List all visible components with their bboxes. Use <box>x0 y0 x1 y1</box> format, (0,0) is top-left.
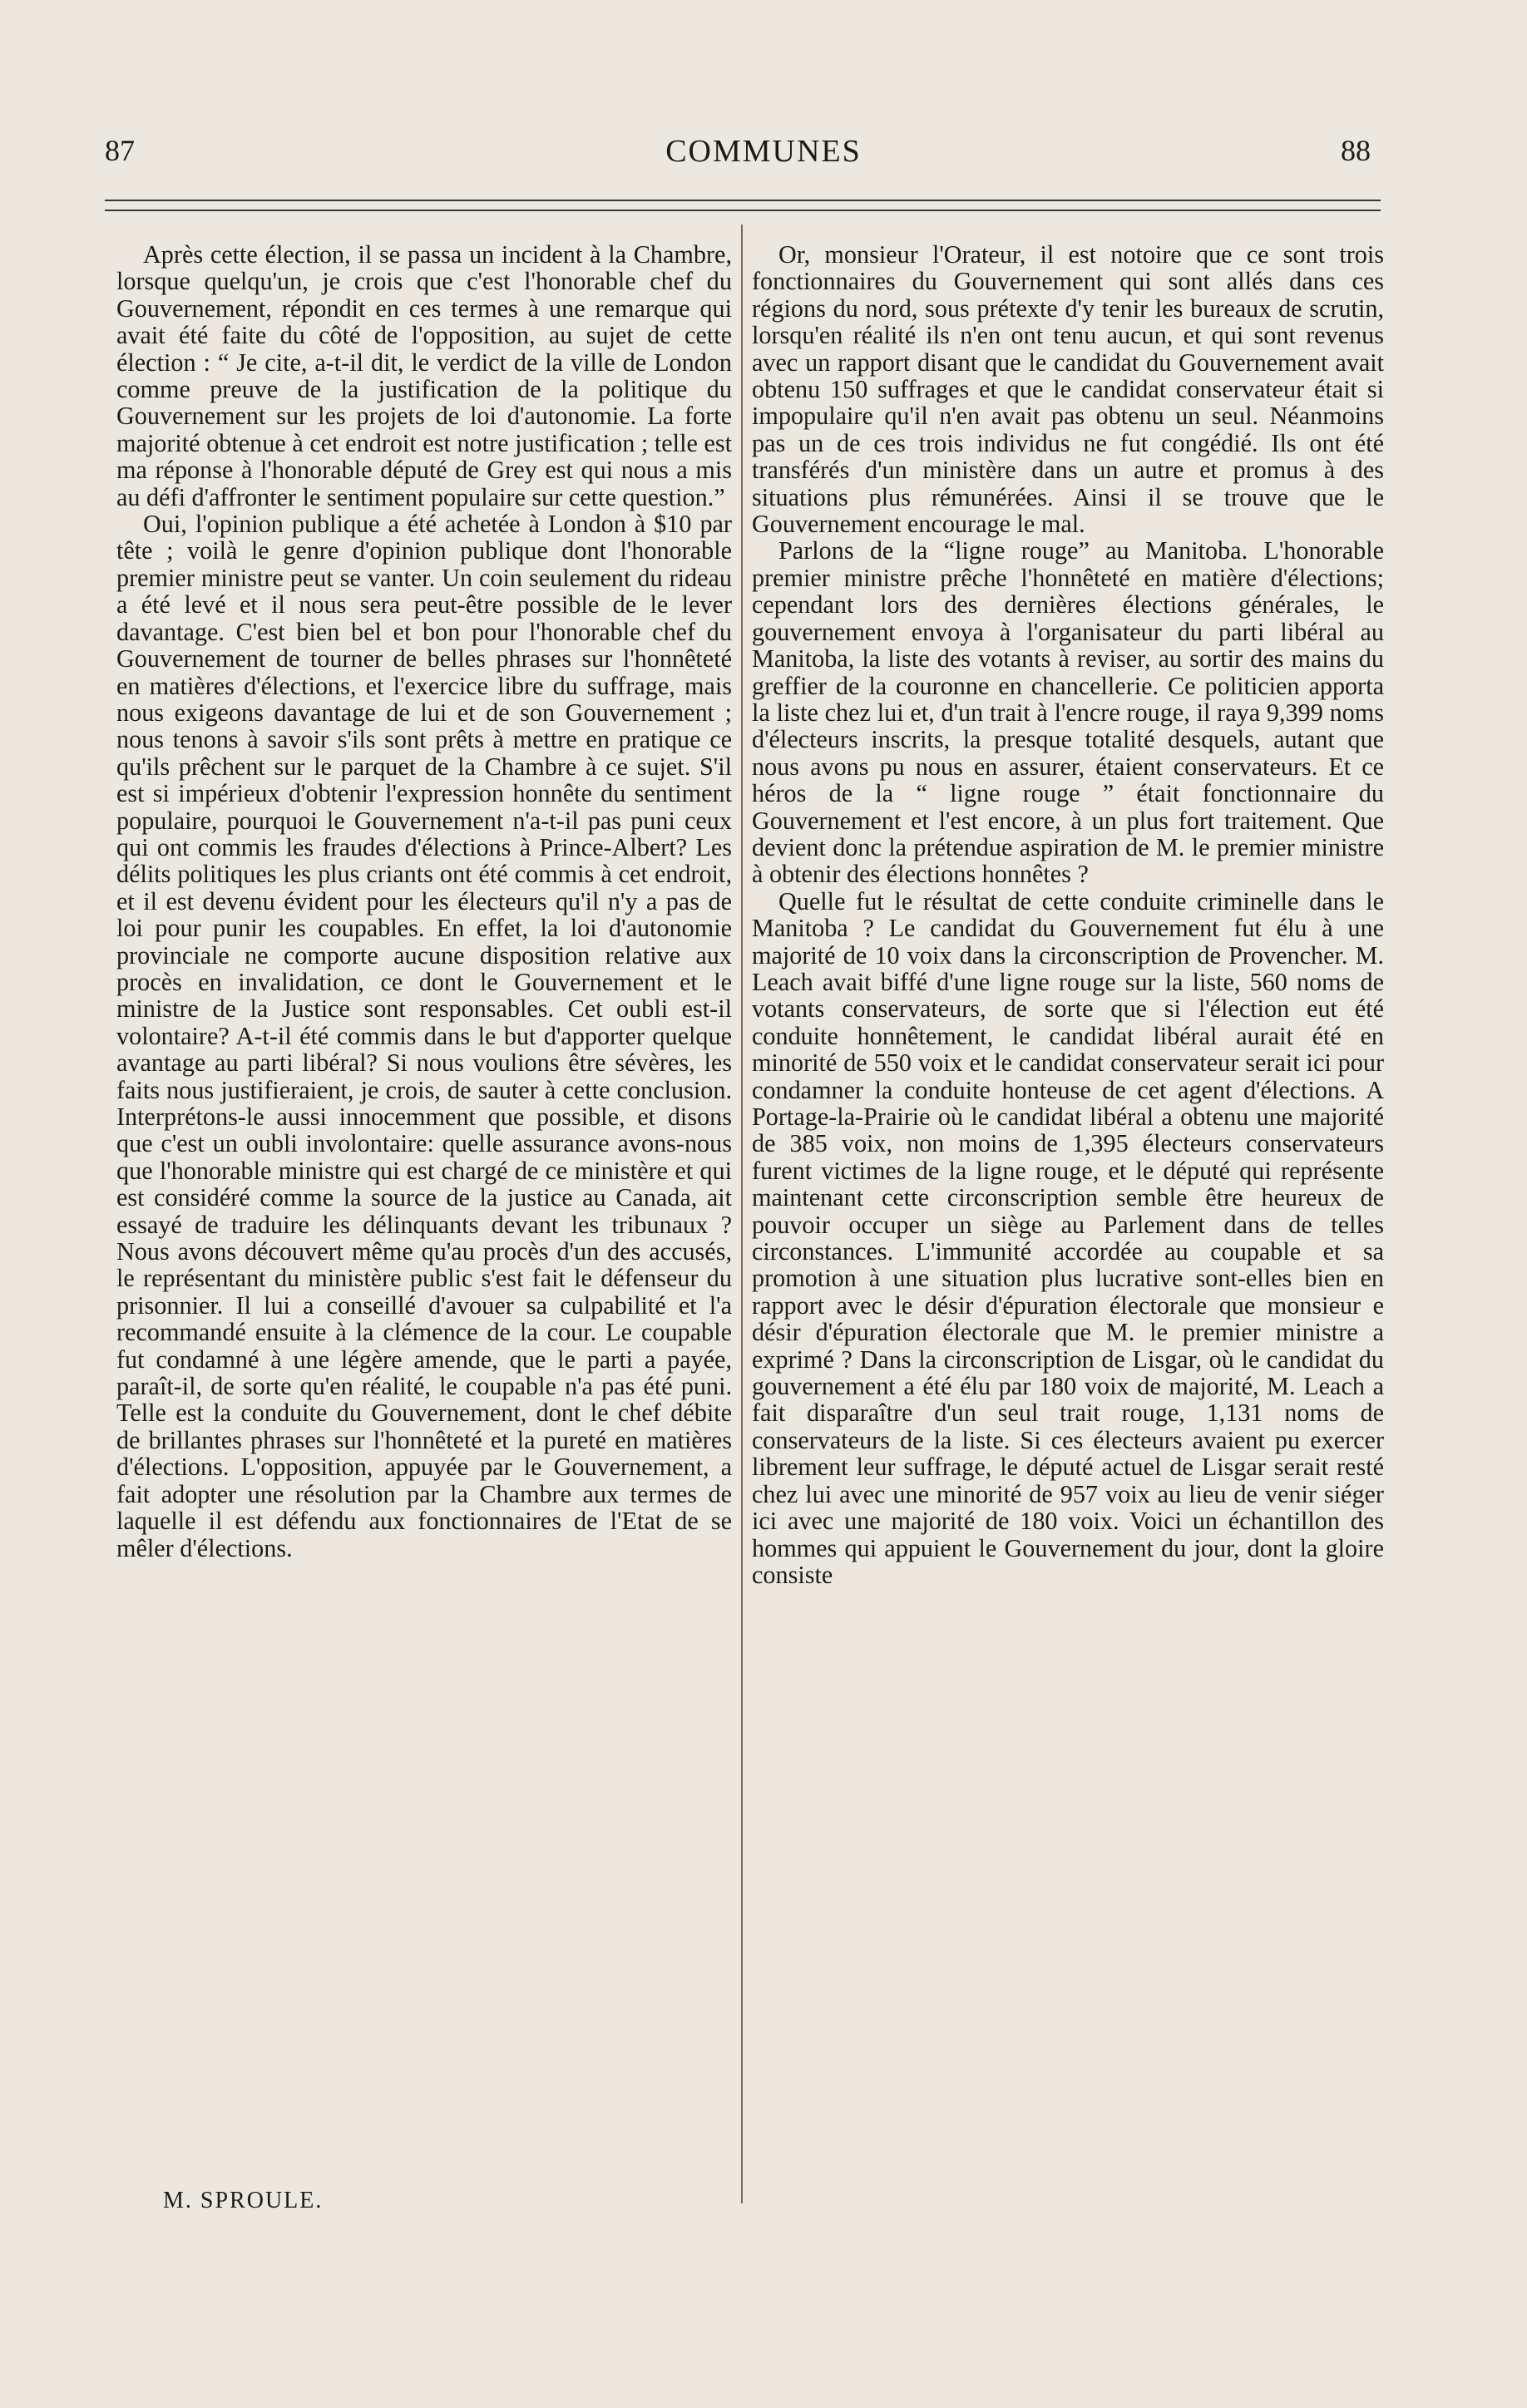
header-rule <box>105 200 1381 201</box>
column-divider <box>741 225 743 2203</box>
paragraph: Or, monsieur l'Orateur, il est notoire que ce sont trois fonctionnaires du Gouvernement qui sont allés dans ces régions du nord, sous prétexte d'y tenir les bureaux de scrutin, lorsqu'en réalité ils n'en ont tenu aucun, et qui sont revenus avec un rapport disant que le candidat du Gouvernement avait obtenu 150 suffrages et que le candidat conservateur était si impopulaire qu'il n'en avait pas obtenu un seul. Néanmoins pas un de ces trois individus ne fut congédié. Ils ont été transférés d'un ministère dans un autre et promus à des situations plus rémunérées. Ainsi il se trouve que le Gouvernement encourage le mal. <box>752 240 1384 539</box>
paragraph: Oui, l'opinion publique a été achetée à London à $10 par tête ; voilà le genre d'opinion publique dont l'honorable premier ministre peut se vanter. Un coin seulement du rideau a été levé et il nous sera peut-être possible de le lever davantage. C'est bien bel et bon pour l'honorable chef du Gouvernement de tourner de belles phrases sur l'honnêteté en matières d'élections, et l'exercice libre du suffrage, mais nous exigeons davantage de lui et de son Gouvernement ; nous tenons à savoir s'ils sont prêts à mettre en pratique ce qu'ils prêchent sur le parquet de la Chambre à ce sujet. S'il est si impérieux d'obtenir l'expression honnête du sentiment populaire, pourquoi le Gouvernement n'a-t-il pas puni ceux qui ont commis les fraudes d'élections à Prince-Albert? Les délits politiques les plus criants ont été commis à cet endroit, et il est devenu évident pour les électeurs qu'il n'y a pas de loi pour punir les coupables. En effet, la loi d'autonomie provinciale ne comporte aucune disposition relative aux procès en invalidation, ce dont le Gouvernement et le ministre de la Justice sont responsables. Cet oubli est-il volontaire? A-t-il été commis dans le but d'apporter quelque avantage au parti libéral? Si nous voulions être sévères, les faits nous justifieraient, je crois, de sauter à cette conclusion. Interprétons-le aussi innocemment que possible, et disons que c'est un oubli involontaire: quelle assurance avons-nous que l'honorable ministre qui est chargé de ce ministère et qui est considéré comme la source de la justice au Canada, ait essayé de traduire les délinquants devant les tribunaux ? Nous avons découvert même qu'au procès d'un des accusés, le représentant du ministère public s'est fait le défenseur du prisonnier. Il lui a conseillé d'avouer sa culpabilité et l'a recommandé ensuite à la clémence de la cour. Le coupable fut condamné à une légère amende, que le parti a payée, paraît-il, de sorte qu'en réalité, le coupable n'a pas été puni. Telle est la conduite du Gouvernement, dont le chef débite de brillantes phrases sur l'honnêteté et la pureté en matières d'élections. L'opposition, appuyée par le Gouvernement, a fait adopter une résolution par la Chambre aux termes de laquelle il est défendu aux fonctionnaires de l'Etat de se mêler d'élections. <box>116 510 732 1562</box>
page-number-left: 87 <box>105 134 135 167</box>
paragraph: Parlons de la “ligne rouge” au Manitoba. L'honorable premier ministre prêche l'honnêteté en matière d'élections; cependant lors des dernières élections générales, le gouvernement envoya à l'organisateur du parti libéral au Manitoba, la liste des votants à reviser, au sortir des mains du greffier de la couronne en chancellerie. Ce politicien apporta la liste chez lui et, d'un trait à l'encre rouge, il raya 9,399 noms d'électeurs inscrits, la presque totalité desquels, autant que nous avons pu nous en assurer, étaient conservateurs. Et ce héros de la “ ligne rouge ” était fonctionnaire du Gouvernement et l'est encore, à un plus fort traitement. Que devient donc la prétendue aspiration de M. le premier ministre à obtenir des élections honnêtes ? <box>752 536 1384 889</box>
page-number-right: 88 <box>1341 134 1371 167</box>
header-rule-second <box>105 210 1381 211</box>
right-column <box>752 241 1384 1588</box>
running-head: COMMUNES <box>665 134 862 169</box>
paragraph: Après cette élection, il se passa un incident à la Chambre, lorsque quelqu'un, je crois que c'est l'honorable chef du Gouvernement, répondit en ces termes à une remarque qui avait été faite du côté de l'opposition, au sujet de cette élection : “ Je cite, a-t-il dit, le verdict de la ville de London comme preuve de la justification de la politique du Gouvernement sur les projets de loi d'autonomie. La forte majorité obtenue à cet endroit est notre justification ; telle est ma réponse à l'honorable député de Grey est qui nous a mis au défi d'affronter le sentiment populaire sur cette question.” <box>116 240 732 511</box>
paragraph: Quelle fut le résultat de cette conduite criminelle dans le Manitoba ? Le candidat du Gouvernement fut élu à une majorité de 10 voix dans la circonscription de Provencher. M. Leach avait biffé d'une ligne rouge sur la liste, 560 noms de votants conservateurs, de sorte que si l'élection eut été conduite honnêtement, le candidat libéral aurait été en minorité de 550 voix et le candidat conservateur serait ici pour condamner la conduite honteuse de cet agent d'élections. A Portage-la-Prairie où le candidat libéral a obtenu une majorité de 385 voix, non moins de 1,395 électeurs conservateurs furent victimes de la ligne rouge, et le député qui représente maintenant cette circonscription semble être heureux de pouvoir occuper un siège au Parlement dans de telles circonstances. L'immunité accordée au coupable et sa promotion à une situation plus lucrative sont-elles bien en rapport avec le désir d'épuration électorale que monsieur e désir d'épuration électorale que M. le premier ministre a exprimé ? Dans la circonscription de Lisgar, où le candidat du gouvernement a été élu par 180 voix de majorité, M. Leach a fait disparaître d'un seul trait rouge, 1,131 noms de conservateurs de la liste. Si ces électeurs avaient pu exercer librement leur suffrage, le député actuel de Lisgar serait resté chez lui avec une minorité de 957 voix au lieu de venir siéger ici avec une majorité de 180 voix. Voici un échantillon des hommes qui appuient le Gouvernement du jour, dont la gloire consiste <box>752 886 1384 1589</box>
speaker-footer: M. SPROULE. <box>163 2188 324 2213</box>
left-column <box>116 241 732 1562</box>
